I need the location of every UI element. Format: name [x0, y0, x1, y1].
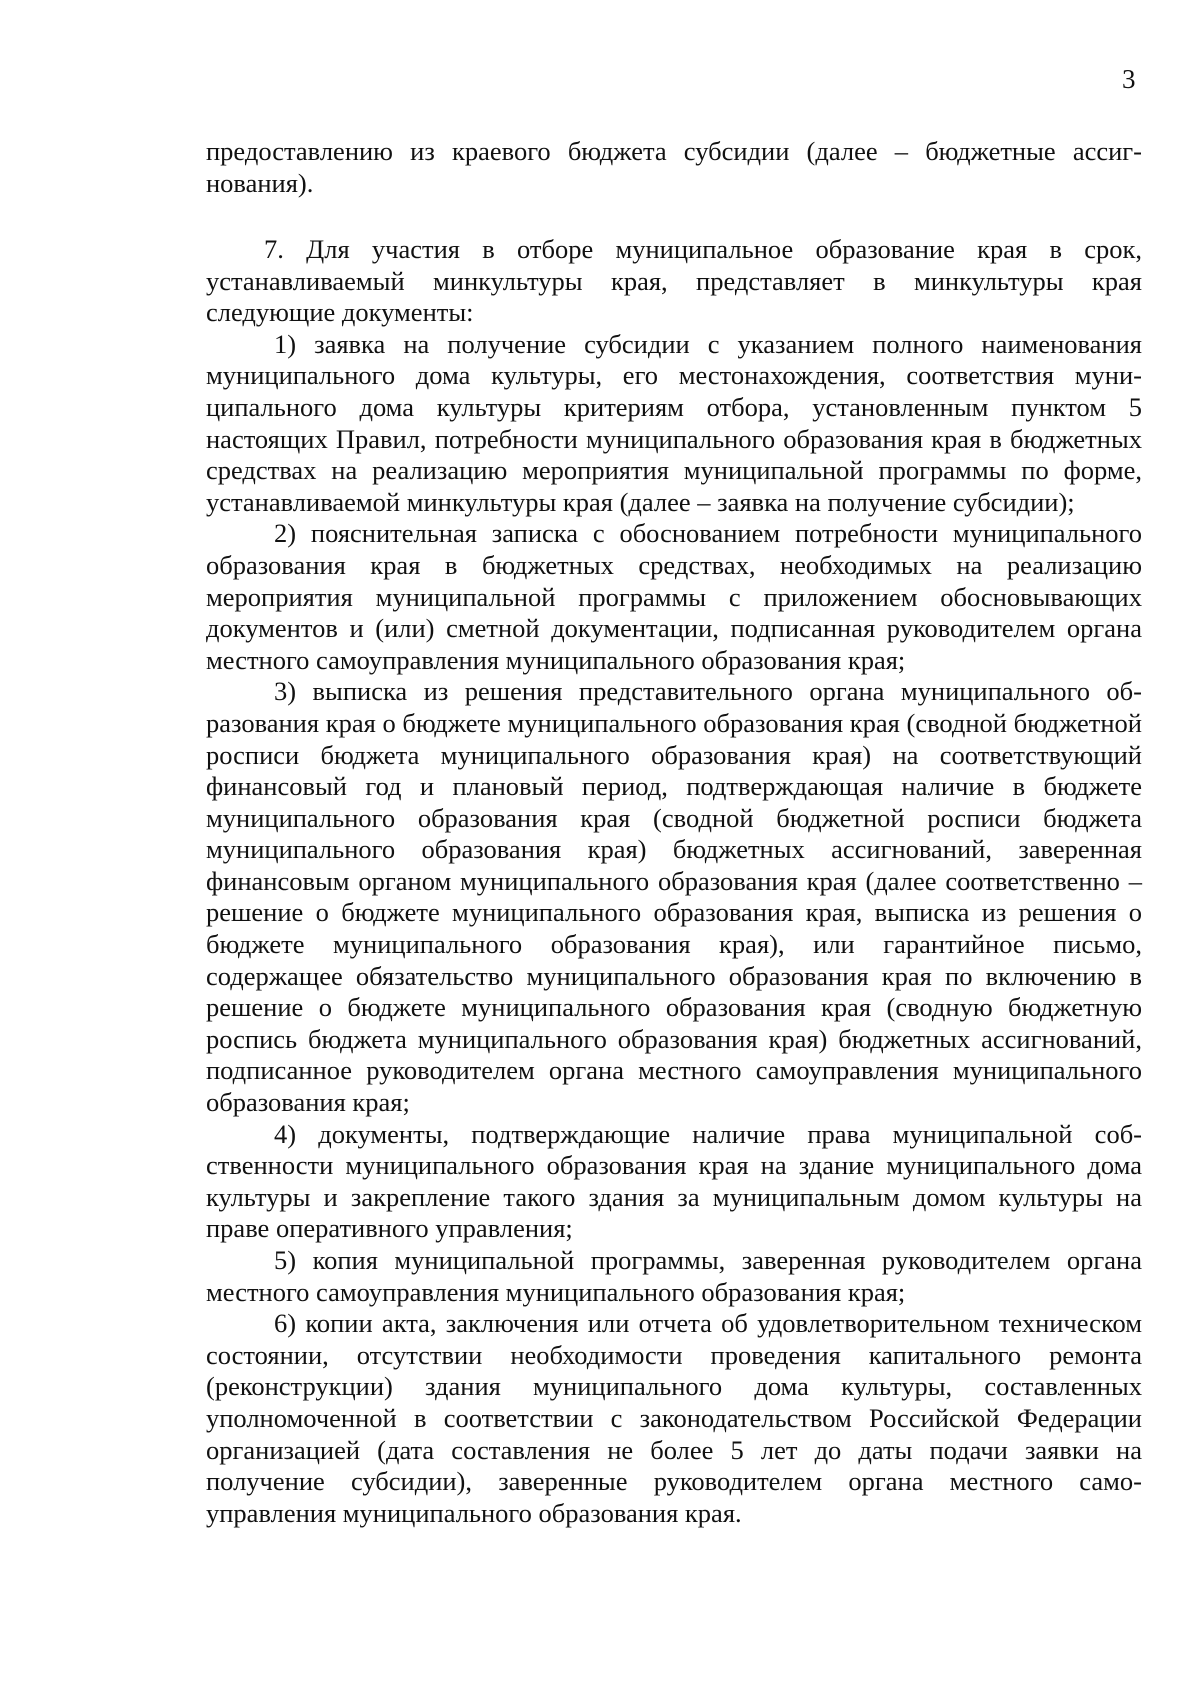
list-item-1: 1) заявка на получение субсидии с указанием полного наименования муниципального дома культуры, его местонахождения, соответствия муниципального дома культуры критериям отбора, установленным пунктом 5 настоящих Правил, потребности муниципального образования края в бюджетных средствах на реализацию мероприятия муниципальной программы по форме, устанавливаемой минкультуры края (далее – заявка на получение субсидии);	[206, 328, 1142, 517]
list-item-5: 5) копия муниципальной программы, заверенная руководителем органа местного самоуправления муниципального образования края;	[206, 1245, 1142, 1307]
list-item-4: 4) документы, подтверждающие наличие права муниципальной собственности муниципального образования края на здание муниципального дома культуры и закрепление такого здания за муниципальным домом культуры на праве оперативного управления;	[206, 1118, 1142, 1244]
list-item-3: 3) выписка из решения представительного органа муниципального образования края о бюджете муниципального образования края (сводной бюджетной росписи бюджета муниципального образования края) на соответствующий финансовый год и плановый период, подтверждающая наличие в бюджете муниципального образования края (сводной бюджетной росписи бюджета муниципального образования края) бюджетных ассигнований, заверенная финансовым органом муниципального образования края (далее соответственно – решение о бюджете муниципального образования края, выписка из решения о бюджете муниципального образования края), или гарантийное письмо, содержащее обязательство муниципального образования края по включению в решение о бюджете муниципального образования края (сводную бюджетную роспись бюджета муниципального образования края) бюджетных ассигнований, подписанное руководителем органа местного самоуправления муниципального образования края;	[206, 676, 1142, 1118]
list-item-6: 6) копии акта, заключения или отчета об удовлетворительном техническом состоянии, отсутствии необходимости проведения капитального ремонта (реконструкции) здания муниципального дома культуры, составленных уполномоченной в соответствии с законодательством Российской Федерации организацией (дата составления не более 5 лет до даты подачи заявки на получение субсидии), заверенные руководителем органа местного самоуправления муниципального образования края.	[206, 1308, 1142, 1528]
continuation-block	[206, 136, 1142, 199]
list-item-2: 2) пояснительная записка с обоснованием потребности муниципального образования края в бюджетных средствах, необходимых на реализацию мероприятия муниципальной программы с приложением обосновывающих документов и (или) сметной документации, подписанная руководителем органа местного самоуправления муниципального образования края;	[206, 518, 1142, 675]
page-number: 3	[1122, 64, 1136, 94]
paragraph-continuation: предоставлению из краевого бюджета субсидии (далее – бюджетные ассигнования).	[206, 136, 1142, 198]
main-text-block	[206, 234, 1142, 1529]
paragraph-7: 7. Для участия в отборе муниципальное образование края в срок, устанавливаемый минкультуры края, представляет в минкультуры края следующие документы:	[206, 234, 1142, 328]
